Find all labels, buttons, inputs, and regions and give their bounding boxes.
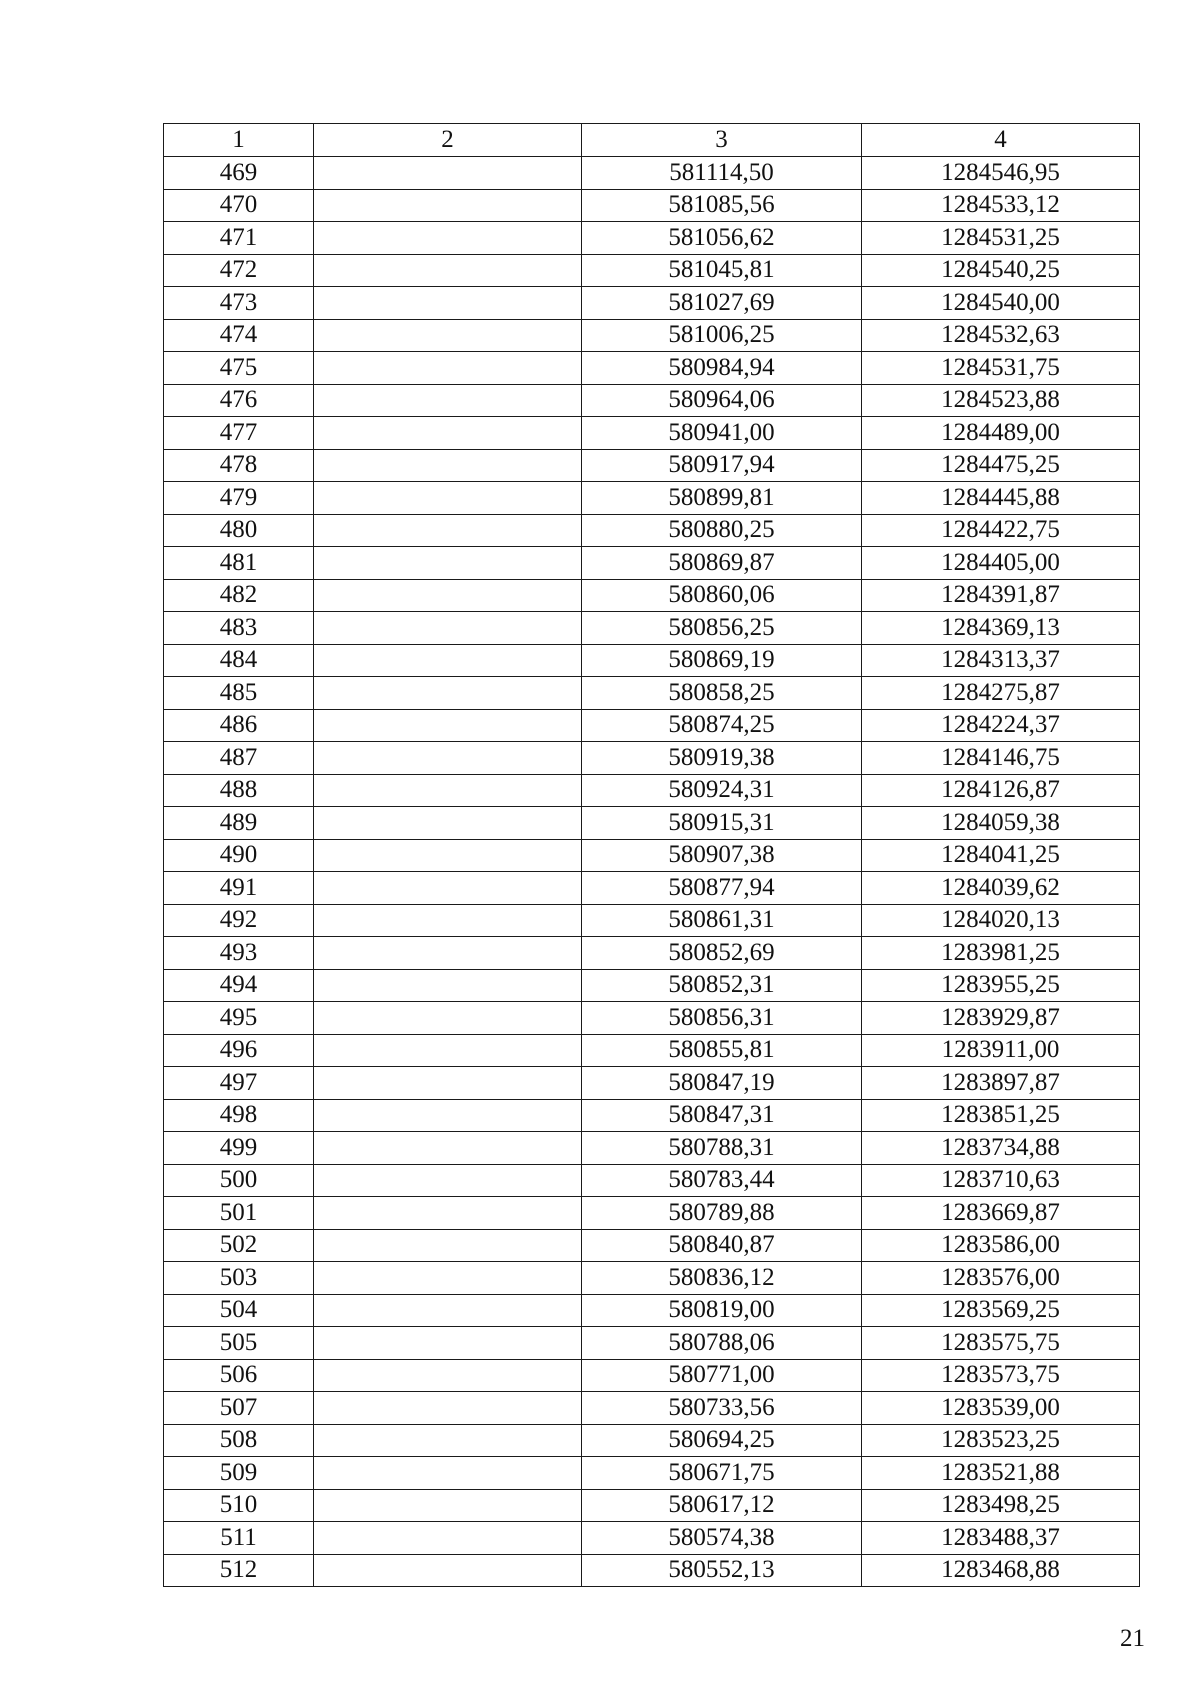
point-number-cell: 497 [164, 1067, 314, 1100]
y-coordinate-cell: 1284313,37 [862, 644, 1140, 677]
point-number-cell: 507 [164, 1392, 314, 1425]
x-coordinate-cell: 581045,81 [582, 254, 862, 287]
description-cell [314, 1034, 582, 1067]
x-coordinate-cell: 580694,25 [582, 1424, 862, 1457]
x-coordinate-cell: 580856,31 [582, 1002, 862, 1035]
table-row [164, 1099, 1140, 1132]
point-number-cell: 496 [164, 1034, 314, 1067]
table-row [164, 1554, 1140, 1587]
y-coordinate-cell: 1283569,25 [862, 1294, 1140, 1327]
table-row [164, 872, 1140, 905]
x-coordinate-cell: 580855,81 [582, 1034, 862, 1067]
description-cell [314, 157, 582, 190]
point-number-cell: 481 [164, 547, 314, 580]
y-coordinate-cell: 1284146,75 [862, 742, 1140, 775]
table-row [164, 1392, 1140, 1425]
y-coordinate-cell: 1284020,13 [862, 904, 1140, 937]
y-coordinate-cell: 1284059,38 [862, 807, 1140, 840]
y-coordinate-cell: 1284369,13 [862, 612, 1140, 645]
point-number-cell: 489 [164, 807, 314, 840]
point-number-cell: 483 [164, 612, 314, 645]
description-cell [314, 612, 582, 645]
table-row [164, 449, 1140, 482]
description-cell [314, 1522, 582, 1555]
y-coordinate-cell: 1284475,25 [862, 449, 1140, 482]
table-row [164, 319, 1140, 352]
column-header-2: 2 [314, 124, 582, 157]
point-number-cell: 494 [164, 969, 314, 1002]
table-row [164, 1457, 1140, 1490]
y-coordinate-cell: 1283521,88 [862, 1457, 1140, 1490]
point-number-cell: 495 [164, 1002, 314, 1035]
table-row [164, 1229, 1140, 1262]
description-cell [314, 1424, 582, 1457]
y-coordinate-cell: 1284532,63 [862, 319, 1140, 352]
point-number-cell: 469 [164, 157, 314, 190]
x-coordinate-cell: 580574,38 [582, 1522, 862, 1555]
y-coordinate-cell: 1284041,25 [862, 839, 1140, 872]
y-coordinate-cell: 1284224,37 [862, 709, 1140, 742]
y-coordinate-cell: 1283573,75 [862, 1359, 1140, 1392]
x-coordinate-cell: 580899,81 [582, 482, 862, 515]
y-coordinate-cell: 1284445,88 [862, 482, 1140, 515]
description-cell [314, 937, 582, 970]
description-cell [314, 1392, 582, 1425]
table-body [164, 157, 1140, 1587]
description-cell [314, 644, 582, 677]
point-number-cell: 470 [164, 189, 314, 222]
table-row [164, 1489, 1140, 1522]
point-number-cell: 487 [164, 742, 314, 775]
x-coordinate-cell: 580733,56 [582, 1392, 862, 1425]
x-coordinate-cell: 580552,13 [582, 1554, 862, 1587]
description-cell [314, 319, 582, 352]
description-cell [314, 1554, 582, 1587]
description-cell [314, 872, 582, 905]
point-number-cell: 471 [164, 222, 314, 255]
table-row [164, 742, 1140, 775]
description-cell [314, 547, 582, 580]
x-coordinate-cell: 580860,06 [582, 579, 862, 612]
point-number-cell: 504 [164, 1294, 314, 1327]
description-cell [314, 807, 582, 840]
point-number-cell: 509 [164, 1457, 314, 1490]
point-number-cell: 499 [164, 1132, 314, 1165]
x-coordinate-cell: 580877,94 [582, 872, 862, 905]
description-cell [314, 1294, 582, 1327]
description-cell [314, 1099, 582, 1132]
x-coordinate-cell: 580964,06 [582, 384, 862, 417]
x-coordinate-cell: 580869,87 [582, 547, 862, 580]
x-coordinate-cell: 580915,31 [582, 807, 862, 840]
y-coordinate-cell: 1283981,25 [862, 937, 1140, 970]
point-number-cell: 511 [164, 1522, 314, 1555]
x-coordinate-cell: 580836,12 [582, 1262, 862, 1295]
table-row [164, 969, 1140, 1002]
description-cell [314, 1327, 582, 1360]
y-coordinate-cell: 1284531,25 [862, 222, 1140, 255]
header-row [164, 124, 1140, 157]
x-coordinate-cell: 581027,69 [582, 287, 862, 320]
x-coordinate-cell: 580788,06 [582, 1327, 862, 1360]
x-coordinate-cell: 580783,44 [582, 1164, 862, 1197]
table-row [164, 1132, 1140, 1165]
x-coordinate-cell: 580847,19 [582, 1067, 862, 1100]
point-number-cell: 512 [164, 1554, 314, 1587]
description-cell [314, 1359, 582, 1392]
y-coordinate-cell: 1283576,00 [862, 1262, 1140, 1295]
y-coordinate-cell: 1283669,87 [862, 1197, 1140, 1230]
y-coordinate-cell: 1283488,37 [862, 1522, 1140, 1555]
point-number-cell: 480 [164, 514, 314, 547]
table-row [164, 1359, 1140, 1392]
x-coordinate-cell: 580919,38 [582, 742, 862, 775]
x-coordinate-cell: 581006,25 [582, 319, 862, 352]
description-cell [314, 839, 582, 872]
x-coordinate-cell: 580617,12 [582, 1489, 862, 1522]
point-number-cell: 486 [164, 709, 314, 742]
point-number-cell: 477 [164, 417, 314, 450]
point-number-cell: 472 [164, 254, 314, 287]
y-coordinate-cell: 1284546,95 [862, 157, 1140, 190]
table-row [164, 1424, 1140, 1457]
point-number-cell: 474 [164, 319, 314, 352]
y-coordinate-cell: 1284391,87 [862, 579, 1140, 612]
y-coordinate-cell: 1283911,00 [862, 1034, 1140, 1067]
table-row [164, 157, 1140, 190]
description-cell [314, 384, 582, 417]
description-cell [314, 514, 582, 547]
description-cell [314, 677, 582, 710]
point-number-cell: 501 [164, 1197, 314, 1230]
y-coordinate-cell: 1284531,75 [862, 352, 1140, 385]
y-coordinate-cell: 1284275,87 [862, 677, 1140, 710]
table-row [164, 384, 1140, 417]
y-coordinate-cell: 1284533,12 [862, 189, 1140, 222]
y-coordinate-cell: 1284489,00 [862, 417, 1140, 450]
table-row [164, 547, 1140, 580]
point-number-cell: 478 [164, 449, 314, 482]
x-coordinate-cell: 580847,31 [582, 1099, 862, 1132]
description-cell [314, 1164, 582, 1197]
description-cell [314, 1002, 582, 1035]
x-coordinate-cell: 580880,25 [582, 514, 862, 547]
x-coordinate-cell: 580819,00 [582, 1294, 862, 1327]
table-row [164, 352, 1140, 385]
table-row [164, 644, 1140, 677]
x-coordinate-cell: 581085,56 [582, 189, 862, 222]
x-coordinate-cell: 580861,31 [582, 904, 862, 937]
point-number-cell: 493 [164, 937, 314, 970]
point-number-cell: 482 [164, 579, 314, 612]
table-row [164, 709, 1140, 742]
description-cell [314, 482, 582, 515]
table-row [164, 677, 1140, 710]
table-row [164, 1067, 1140, 1100]
table-row [164, 189, 1140, 222]
column-header-4: 4 [862, 124, 1140, 157]
x-coordinate-cell: 580917,94 [582, 449, 862, 482]
coordinates-table [163, 123, 1140, 1587]
y-coordinate-cell: 1283734,88 [862, 1132, 1140, 1165]
table-row [164, 1327, 1140, 1360]
y-coordinate-cell: 1283955,25 [862, 969, 1140, 1002]
description-cell [314, 352, 582, 385]
x-coordinate-cell: 580984,94 [582, 352, 862, 385]
x-coordinate-cell: 580856,25 [582, 612, 862, 645]
description-cell [314, 1197, 582, 1230]
point-number-cell: 503 [164, 1262, 314, 1295]
point-number-cell: 476 [164, 384, 314, 417]
point-number-cell: 500 [164, 1164, 314, 1197]
x-coordinate-cell: 581056,62 [582, 222, 862, 255]
y-coordinate-cell: 1284540,00 [862, 287, 1140, 320]
y-coordinate-cell: 1284422,75 [862, 514, 1140, 547]
description-cell [314, 742, 582, 775]
point-number-cell: 473 [164, 287, 314, 320]
table-row [164, 904, 1140, 937]
point-number-cell: 492 [164, 904, 314, 937]
table-row [164, 1197, 1140, 1230]
point-number-cell: 505 [164, 1327, 314, 1360]
table-row [164, 417, 1140, 450]
description-cell [314, 287, 582, 320]
description-cell [314, 1067, 582, 1100]
description-cell [314, 579, 582, 612]
y-coordinate-cell: 1283468,88 [862, 1554, 1140, 1587]
point-number-cell: 484 [164, 644, 314, 677]
description-cell [314, 1229, 582, 1262]
description-cell [314, 189, 582, 222]
description-cell [314, 222, 582, 255]
point-number-cell: 488 [164, 774, 314, 807]
x-coordinate-cell: 580788,31 [582, 1132, 862, 1165]
x-coordinate-cell: 580924,31 [582, 774, 862, 807]
table-row [164, 287, 1140, 320]
table-row [164, 482, 1140, 515]
point-number-cell: 491 [164, 872, 314, 905]
table-row [164, 774, 1140, 807]
description-cell [314, 1457, 582, 1490]
y-coordinate-cell: 1283498,25 [862, 1489, 1140, 1522]
x-coordinate-cell: 580671,75 [582, 1457, 862, 1490]
description-cell [314, 904, 582, 937]
y-coordinate-cell: 1283897,87 [862, 1067, 1140, 1100]
x-coordinate-cell: 581114,50 [582, 157, 862, 190]
description-cell [314, 1132, 582, 1165]
x-coordinate-cell: 580852,69 [582, 937, 862, 970]
x-coordinate-cell: 580789,88 [582, 1197, 862, 1230]
table-row [164, 1294, 1140, 1327]
y-coordinate-cell: 1283575,75 [862, 1327, 1140, 1360]
point-number-cell: 479 [164, 482, 314, 515]
point-number-cell: 508 [164, 1424, 314, 1457]
description-cell [314, 449, 582, 482]
point-number-cell: 510 [164, 1489, 314, 1522]
table-row [164, 937, 1140, 970]
table-row [164, 1262, 1140, 1295]
point-number-cell: 498 [164, 1099, 314, 1132]
y-coordinate-cell: 1283710,63 [862, 1164, 1140, 1197]
point-number-cell: 502 [164, 1229, 314, 1262]
description-cell [314, 709, 582, 742]
y-coordinate-cell: 1283539,00 [862, 1392, 1140, 1425]
table-row [164, 579, 1140, 612]
y-coordinate-cell: 1284039,62 [862, 872, 1140, 905]
y-coordinate-cell: 1284126,87 [862, 774, 1140, 807]
x-coordinate-cell: 580858,25 [582, 677, 862, 710]
description-cell [314, 254, 582, 287]
table-row [164, 1034, 1140, 1067]
table-row [164, 1522, 1140, 1555]
y-coordinate-cell: 1283523,25 [862, 1424, 1140, 1457]
table-row [164, 612, 1140, 645]
y-coordinate-cell: 1283929,87 [862, 1002, 1140, 1035]
page-number: 21 [1120, 1625, 1145, 1652]
table-row [164, 1002, 1140, 1035]
point-number-cell: 475 [164, 352, 314, 385]
y-coordinate-cell: 1284540,25 [862, 254, 1140, 287]
description-cell [314, 417, 582, 450]
table-row [164, 222, 1140, 255]
column-header-3: 3 [582, 124, 862, 157]
point-number-cell: 506 [164, 1359, 314, 1392]
table-row [164, 1164, 1140, 1197]
x-coordinate-cell: 580874,25 [582, 709, 862, 742]
column-header-1: 1 [164, 124, 314, 157]
table-header [164, 124, 1140, 157]
point-number-cell: 485 [164, 677, 314, 710]
point-number-cell: 490 [164, 839, 314, 872]
x-coordinate-cell: 580941,00 [582, 417, 862, 450]
table-row [164, 807, 1140, 840]
y-coordinate-cell: 1283851,25 [862, 1099, 1140, 1132]
x-coordinate-cell: 580840,87 [582, 1229, 862, 1262]
x-coordinate-cell: 580771,00 [582, 1359, 862, 1392]
y-coordinate-cell: 1284523,88 [862, 384, 1140, 417]
table-row [164, 839, 1140, 872]
x-coordinate-cell: 580852,31 [582, 969, 862, 1002]
table-row [164, 254, 1140, 287]
y-coordinate-cell: 1284405,00 [862, 547, 1140, 580]
table-row [164, 514, 1140, 547]
description-cell [314, 1262, 582, 1295]
x-coordinate-cell: 580869,19 [582, 644, 862, 677]
x-coordinate-cell: 580907,38 [582, 839, 862, 872]
description-cell [314, 969, 582, 1002]
description-cell [314, 1489, 582, 1522]
y-coordinate-cell: 1283586,00 [862, 1229, 1140, 1262]
description-cell [314, 774, 582, 807]
